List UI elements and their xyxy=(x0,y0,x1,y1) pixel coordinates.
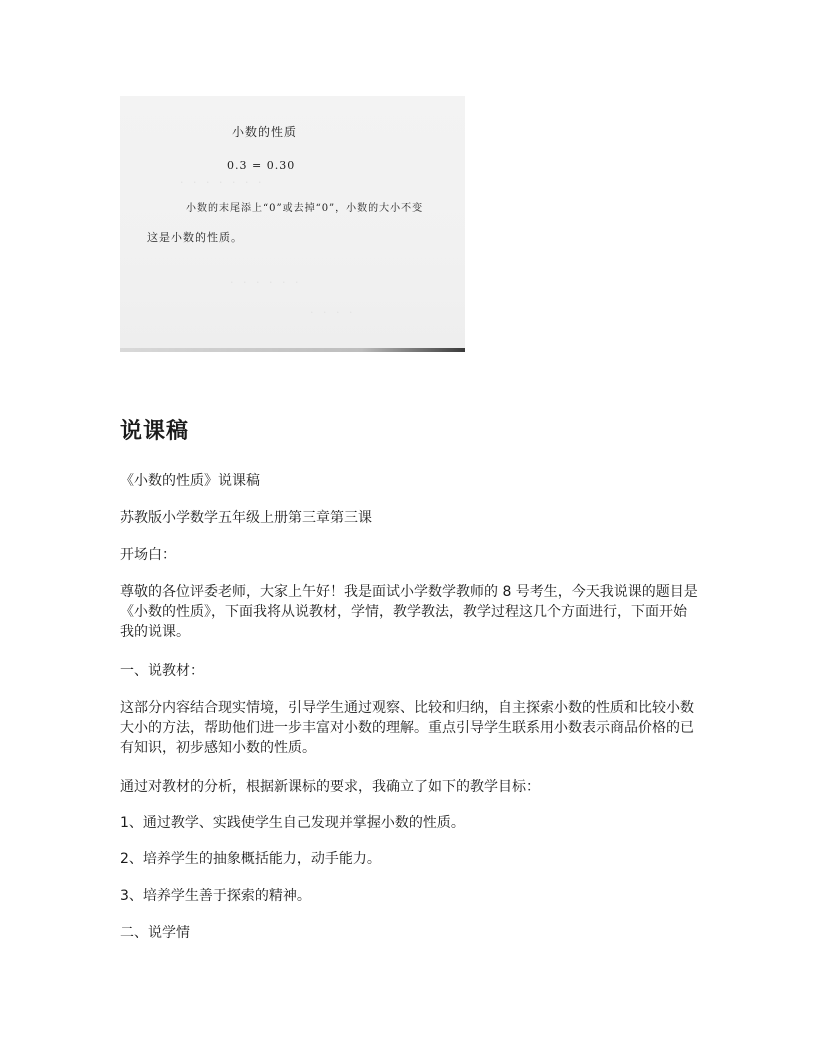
goal-item-2: 2、培养学生的抽象概括能力，动手能力。 xyxy=(120,851,381,867)
photo-equation: 0.3 = 0.30 xyxy=(227,159,296,172)
paragraph-materials: 这部分内容结合现实情境，引导学生通过观察、比较和归纳，自主探索小数的性质和比较小数大小的方法，帮助他们进一步丰富对小数的理解。重点引导学生联系用小数表示商品价格的已有知识，初步感知小数的性质。 xyxy=(120,700,694,756)
handwritten-note-photo xyxy=(120,96,465,352)
paragraph-opening-label: 开场白： xyxy=(120,547,176,563)
bleed-through-text: · · · · · · xyxy=(230,276,302,289)
photo-title: 小数的性质 xyxy=(232,125,298,139)
goal-item-3: 3、培养学生善于探索的精神。 xyxy=(120,888,311,904)
section-heading-students: 二、说学情 xyxy=(120,925,190,941)
goal-item-1: 1、通过教学、实践使学生自己发现并掌握小数的性质。 xyxy=(120,815,465,831)
paragraph-textbook: 苏教版小学数学五年级上册第三章第三课 xyxy=(120,510,372,526)
photo-bottom-edge xyxy=(120,348,465,352)
bleed-through-text: · · · · xyxy=(310,306,356,319)
bleed-through-text: · · · · · · · xyxy=(180,176,265,189)
paragraph-goals-intro: 通过对教材的分析，根据新课标的要求，我确立了如下的教学目标： xyxy=(120,779,540,795)
paragraph-doc-title: 《小数的性质》说课稿 xyxy=(120,473,260,489)
photo-rule-line-2: 这是小数的性质。 xyxy=(147,231,243,244)
section-heading-materials: 一、说教材： xyxy=(120,663,204,679)
photo-rule-line-1: 小数的末尾添上“0”或去掉“0”，小数的大小不变 xyxy=(186,203,424,214)
document-heading: 说课稿 xyxy=(120,419,190,444)
paragraph-opening: 尊敬的各位评委老师，大家上午好！我是面试小学数学教师的 8 号考生，今天我说课的题目是《小数的性质》，下面我将从说教材，学情，教学教法，教学过程这几个方面进行，下面开始我的说课。 xyxy=(120,584,698,640)
